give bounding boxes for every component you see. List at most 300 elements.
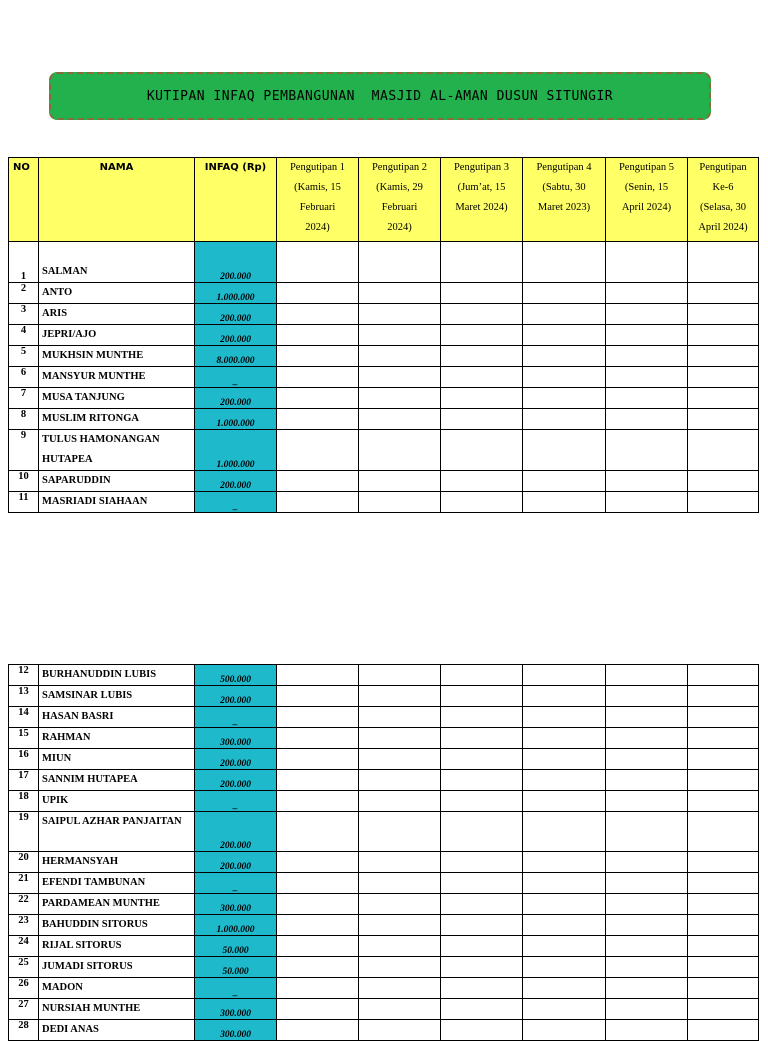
row-nama: SALMAN [39, 242, 195, 283]
pengutipan-1-cell[interactable] [277, 471, 359, 492]
row-no: 22 [9, 894, 39, 915]
row-infaq: 300.000 [195, 1020, 277, 1041]
pengutipan-6-cell[interactable] [688, 791, 759, 812]
pengutipan-6-cell[interactable] [688, 686, 759, 707]
row-nama: DEDI ANAS [39, 1020, 195, 1041]
row-nama: HERMANSYAH [39, 852, 195, 873]
pengutipan-2-cell[interactable] [359, 242, 441, 283]
page-title: KUTIPAN INFAQ PEMBANGUNAN MASJID AL-AMAN DUSUN SITUNGIR [146, 88, 614, 104]
pengutipan-4-cell[interactable] [523, 492, 606, 513]
row-no: 18 [9, 791, 39, 812]
pengutipan-6-cell[interactable] [688, 957, 759, 978]
pengutipan-5-cell[interactable] [606, 686, 688, 707]
pengutipan-2-cell[interactable] [359, 686, 441, 707]
header-pengutipan-3 [441, 158, 523, 242]
table-row [9, 873, 759, 894]
pengutipan-5-cell[interactable] [606, 957, 688, 978]
infaq-table-page-1 [8, 157, 759, 513]
row-nama: MUKHSIN MUNTHE [39, 346, 195, 367]
pengutipan-4-cell[interactable] [523, 242, 606, 283]
pengutipan-3-cell[interactable] [441, 749, 523, 770]
row-nama: RIJAL SITORUS [39, 936, 195, 957]
row-nama: MUSA TANJUNG [39, 388, 195, 409]
pengutipan-6-cell[interactable] [688, 242, 759, 283]
pengutipan-1-cell[interactable] [277, 409, 359, 430]
row-no: 4 [9, 325, 39, 346]
pengutipan-2-cell[interactable] [359, 430, 441, 471]
pengutipan-1-cell[interactable] [277, 852, 359, 873]
pengutipan-1-cell[interactable] [277, 325, 359, 346]
table-row [9, 707, 759, 728]
table-row [9, 388, 759, 409]
row-no: 6 [9, 367, 39, 388]
pengutipan-1-cell[interactable] [277, 728, 359, 749]
row-no: 19 [9, 812, 39, 852]
row-nama: TULUS HAMONANGAN HUTAPEA [39, 430, 195, 471]
pengutipan-5-cell[interactable] [606, 471, 688, 492]
pengutipan-4-cell[interactable] [523, 728, 606, 749]
pengutipan-3-cell[interactable] [441, 999, 523, 1020]
pengutipan-3-cell[interactable] [441, 492, 523, 513]
header-p6-line: April 2024) [698, 222, 748, 233]
row-nama: SAIPUL AZHAR PANJAITAN [39, 812, 195, 852]
pengutipan-3-cell[interactable] [441, 367, 523, 388]
pengutipan-4-cell[interactable] [523, 707, 606, 728]
row-infaq: 200.000 [195, 770, 277, 791]
pengutipan-4-cell[interactable] [523, 770, 606, 791]
header-p3-line: Pengutipan 3 [453, 162, 510, 173]
row-nama: RAHMAN [39, 728, 195, 749]
pengutipan-2-cell[interactable] [359, 812, 441, 852]
pengutipan-4-cell[interactable] [523, 325, 606, 346]
pengutipan-5-cell[interactable] [606, 852, 688, 873]
row-no: 10 [9, 471, 39, 492]
pengutipan-1-cell[interactable] [277, 283, 359, 304]
pengutipan-1-cell[interactable] [277, 978, 359, 999]
row-nama: ARIS [39, 304, 195, 325]
row-nama: ANTO [39, 283, 195, 304]
row-no: 23 [9, 915, 39, 936]
row-no: 8 [9, 409, 39, 430]
table-row [9, 852, 759, 873]
table-row [9, 894, 759, 915]
pengutipan-6-cell[interactable] [688, 999, 759, 1020]
pengutipan-2-cell[interactable] [359, 388, 441, 409]
row-infaq: 500.000 [195, 665, 277, 686]
pengutipan-2-cell[interactable] [359, 471, 441, 492]
row-no: 24 [9, 936, 39, 957]
pengutipan-4-cell[interactable] [523, 430, 606, 471]
table-row [9, 492, 759, 513]
pengutipan-3-cell[interactable] [441, 388, 523, 409]
row-nama: HASAN BASRI [39, 707, 195, 728]
table-row [9, 367, 759, 388]
row-infaq: 200.000 [195, 304, 277, 325]
pengutipan-6-cell[interactable] [688, 665, 759, 686]
pengutipan-2-cell[interactable] [359, 304, 441, 325]
row-nama: MASRIADI SIAHAAN [39, 492, 195, 513]
table-row [9, 409, 759, 430]
row-infaq: _ [195, 873, 277, 894]
pengutipan-4-cell[interactable] [523, 409, 606, 430]
pengutipan-4-cell[interactable] [523, 812, 606, 852]
table-row [9, 325, 759, 346]
pengutipan-4-cell[interactable] [523, 304, 606, 325]
pengutipan-5-cell[interactable] [606, 325, 688, 346]
pengutipan-1-cell[interactable] [277, 1020, 359, 1041]
row-nama: UPIK [39, 791, 195, 812]
pengutipan-2-cell[interactable] [359, 325, 441, 346]
header-p1-line: (Kamis, 15 [294, 182, 341, 193]
pengutipan-1-cell[interactable] [277, 791, 359, 812]
row-infaq: 1.000.000 [195, 430, 277, 471]
header-no: NO [9, 158, 39, 242]
pengutipan-1-cell[interactable] [277, 242, 359, 283]
pengutipan-3-cell[interactable] [441, 978, 523, 999]
pengutipan-2-cell[interactable] [359, 707, 441, 728]
pengutipan-2-cell[interactable] [359, 749, 441, 770]
pengutipan-1-cell[interactable] [277, 894, 359, 915]
pengutipan-1-cell[interactable] [277, 430, 359, 471]
row-no: 15 [9, 728, 39, 749]
pengutipan-5-cell[interactable] [606, 1020, 688, 1041]
pengutipan-1-cell[interactable] [277, 812, 359, 852]
pengutipan-5-cell[interactable] [606, 728, 688, 749]
row-no: 5 [9, 346, 39, 367]
pengutipan-4-cell[interactable] [523, 915, 606, 936]
header-p3-line: (Jum’at, 15 [457, 182, 506, 193]
table-row [9, 936, 759, 957]
pengutipan-5-cell[interactable] [606, 749, 688, 770]
pengutipan-4-cell[interactable] [523, 686, 606, 707]
pengutipan-3-cell[interactable] [441, 471, 523, 492]
pengutipan-5-cell[interactable] [606, 791, 688, 812]
pengutipan-5-cell[interactable] [606, 304, 688, 325]
row-nama: PARDAMEAN MUNTHE [39, 894, 195, 915]
row-no: 9 [9, 430, 39, 471]
pengutipan-6-cell[interactable] [688, 283, 759, 304]
row-infaq: 200.000 [195, 325, 277, 346]
pengutipan-5-cell[interactable] [606, 915, 688, 936]
row-infaq: 1.000.000 [195, 409, 277, 430]
pengutipan-5-cell[interactable] [606, 492, 688, 513]
header-pengutipan-6 [688, 158, 759, 242]
pengutipan-3-cell[interactable] [441, 894, 523, 915]
header-p2-line: 2024) [387, 222, 412, 233]
pengutipan-5-cell[interactable] [606, 707, 688, 728]
pengutipan-5-cell[interactable] [606, 936, 688, 957]
header-pengutipan-1 [277, 158, 359, 242]
pengutipan-1-cell[interactable] [277, 999, 359, 1020]
table-row [9, 665, 759, 686]
pengutipan-1-cell[interactable] [277, 346, 359, 367]
table-row [9, 770, 759, 791]
pengutipan-4-cell[interactable] [523, 999, 606, 1020]
table-row [9, 915, 759, 936]
pengutipan-2-cell[interactable] [359, 492, 441, 513]
pengutipan-2-cell[interactable] [359, 1020, 441, 1041]
pengutipan-5-cell[interactable] [606, 346, 688, 367]
pengutipan-5-cell[interactable] [606, 894, 688, 915]
header-p3-line: Maret 2024) [455, 202, 508, 213]
pengutipan-4-cell[interactable] [523, 283, 606, 304]
pengutipan-1-cell[interactable] [277, 367, 359, 388]
row-no: 14 [9, 707, 39, 728]
row-no: 25 [9, 957, 39, 978]
pengutipan-3-cell[interactable] [441, 283, 523, 304]
header-p6-line: (Selasa, 30 [699, 202, 747, 213]
row-no: 16 [9, 749, 39, 770]
pengutipan-6-cell[interactable] [688, 1020, 759, 1041]
pengutipan-5-cell[interactable] [606, 283, 688, 304]
pengutipan-3-cell[interactable] [441, 304, 523, 325]
pengutipan-5-cell[interactable] [606, 770, 688, 791]
pengutipan-6-cell[interactable] [688, 728, 759, 749]
pengutipan-2-cell[interactable] [359, 665, 441, 686]
row-infaq: 50.000 [195, 936, 277, 957]
table-row [9, 728, 759, 749]
row-nama: SANNIM HUTAPEA [39, 770, 195, 791]
row-no: 1 [9, 242, 39, 283]
pengutipan-3-cell[interactable] [441, 707, 523, 728]
pengutipan-4-cell[interactable] [523, 388, 606, 409]
pengutipan-4-cell[interactable] [523, 936, 606, 957]
pengutipan-2-cell[interactable] [359, 978, 441, 999]
row-infaq: 300.000 [195, 999, 277, 1020]
pengutipan-3-cell[interactable] [441, 812, 523, 852]
row-infaq: 200.000 [195, 686, 277, 707]
table-row [9, 242, 759, 283]
table-row [9, 957, 759, 978]
row-nama: MANSYUR MUNTHE [39, 367, 195, 388]
row-infaq: 200.000 [195, 471, 277, 492]
pengutipan-1-cell[interactable] [277, 770, 359, 791]
pengutipan-4-cell[interactable] [523, 665, 606, 686]
row-nama: JUMADI SITORUS [39, 957, 195, 978]
pengutipan-6-cell[interactable] [688, 915, 759, 936]
pengutipan-6-cell[interactable] [688, 936, 759, 957]
pengutipan-6-cell[interactable] [688, 770, 759, 791]
pengutipan-3-cell[interactable] [441, 1020, 523, 1041]
header-p6-line: Pengutipan [699, 162, 747, 173]
table-row [9, 1020, 759, 1041]
pengutipan-5-cell[interactable] [606, 367, 688, 388]
pengutipan-3-cell[interactable] [441, 346, 523, 367]
pengutipan-5-cell[interactable] [606, 665, 688, 686]
pengutipan-4-cell[interactable] [523, 852, 606, 873]
pengutipan-5-cell[interactable] [606, 873, 688, 894]
pengutipan-6-cell[interactable] [688, 492, 759, 513]
pengutipan-4-cell[interactable] [523, 978, 606, 999]
pengutipan-1-cell[interactable] [277, 665, 359, 686]
pengutipan-3-cell[interactable] [441, 665, 523, 686]
row-infaq: _ [195, 978, 277, 999]
pengutipan-2-cell[interactable] [359, 728, 441, 749]
row-no: 21 [9, 873, 39, 894]
header-p5-line: April 2024) [621, 202, 672, 213]
row-infaq: 200.000 [195, 749, 277, 770]
table-body-page-1 [9, 242, 759, 513]
pengutipan-4-cell[interactable] [523, 471, 606, 492]
pengutipan-3-cell[interactable] [441, 770, 523, 791]
header-p2-line: (Kamis, 29 [376, 182, 423, 193]
pengutipan-4-cell[interactable] [523, 749, 606, 770]
row-nama: SAMSINAR LUBIS [39, 686, 195, 707]
header-p1-line: 2024) [305, 222, 330, 233]
pengutipan-1-cell[interactable] [277, 873, 359, 894]
pengutipan-6-cell[interactable] [688, 409, 759, 430]
row-infaq: 1.000.000 [195, 915, 277, 936]
header-p1-line: Februari [299, 202, 336, 213]
table-row [9, 812, 759, 852]
pengutipan-3-cell[interactable] [441, 936, 523, 957]
pengutipan-3-cell[interactable] [441, 791, 523, 812]
pengutipan-3-cell[interactable] [441, 873, 523, 894]
pengutipan-1-cell[interactable] [277, 957, 359, 978]
pengutipan-6-cell[interactable] [688, 325, 759, 346]
pengutipan-1-cell[interactable] [277, 707, 359, 728]
row-infaq: _ [195, 791, 277, 812]
row-nama: SAPARUDDIN [39, 471, 195, 492]
pengutipan-2-cell[interactable] [359, 367, 441, 388]
pengutipan-6-cell[interactable] [688, 430, 759, 471]
pengutipan-5-cell[interactable] [606, 388, 688, 409]
header-p6-line: Ke-6 [712, 182, 734, 193]
pengutipan-2-cell[interactable] [359, 770, 441, 791]
pengutipan-2-cell[interactable] [359, 894, 441, 915]
pengutipan-6-cell[interactable] [688, 749, 759, 770]
pengutipan-6-cell[interactable] [688, 367, 759, 388]
pengutipan-2-cell[interactable] [359, 283, 441, 304]
row-nama: BAHUDDIN SITORUS [39, 915, 195, 936]
row-infaq: 300.000 [195, 728, 277, 749]
pengutipan-4-cell[interactable] [523, 1020, 606, 1041]
pengutipan-6-cell[interactable] [688, 852, 759, 873]
header-p1-line: Pengutipan 1 [289, 162, 346, 173]
table-body-page-2 [9, 665, 759, 1041]
pengutipan-2-cell[interactable] [359, 873, 441, 894]
pengutipan-6-cell[interactable] [688, 812, 759, 852]
table-row [9, 686, 759, 707]
row-no: 17 [9, 770, 39, 791]
row-nama: EFENDI TAMBUNAN [39, 873, 195, 894]
pengutipan-2-cell[interactable] [359, 915, 441, 936]
table-row [9, 430, 759, 471]
pengutipan-6-cell[interactable] [688, 304, 759, 325]
row-no: 12 [9, 665, 39, 686]
pengutipan-1-cell[interactable] [277, 749, 359, 770]
row-no: 20 [9, 852, 39, 873]
row-nama: MUSLIM RITONGA [39, 409, 195, 430]
pengutipan-6-cell[interactable] [688, 707, 759, 728]
row-infaq: _ [195, 492, 277, 513]
pengutipan-1-cell[interactable] [277, 686, 359, 707]
pengutipan-2-cell[interactable] [359, 409, 441, 430]
row-no: 26 [9, 978, 39, 999]
row-infaq: 200.000 [195, 812, 277, 852]
pengutipan-3-cell[interactable] [441, 430, 523, 471]
pengutipan-5-cell[interactable] [606, 242, 688, 283]
header-p4-line: Pengutipan 4 [536, 162, 592, 173]
pengutipan-2-cell[interactable] [359, 346, 441, 367]
row-infaq: 8.000.000 [195, 346, 277, 367]
pengutipan-4-cell[interactable] [523, 873, 606, 894]
pengutipan-3-cell[interactable] [441, 242, 523, 283]
row-no: 28 [9, 1020, 39, 1041]
pengutipan-4-cell[interactable] [523, 894, 606, 915]
row-infaq: 1.000.000 [195, 283, 277, 304]
header-pengutipan-4 [523, 158, 606, 242]
pengutipan-6-cell[interactable] [688, 471, 759, 492]
pengutipan-6-cell[interactable] [688, 346, 759, 367]
pengutipan-5-cell[interactable] [606, 430, 688, 471]
header-p5-line: (Senin, 15 [624, 182, 669, 193]
pengutipan-1-cell[interactable] [277, 388, 359, 409]
title-banner [49, 72, 711, 120]
row-infaq: 50.000 [195, 957, 277, 978]
pengutipan-4-cell[interactable] [523, 957, 606, 978]
header-p4-line: Maret 2023) [537, 202, 591, 213]
table-row [9, 791, 759, 812]
pengutipan-3-cell[interactable] [441, 957, 523, 978]
pengutipan-4-cell[interactable] [523, 791, 606, 812]
pengutipan-6-cell[interactable] [688, 388, 759, 409]
pengutipan-3-cell[interactable] [441, 852, 523, 873]
pengutipan-6-cell[interactable] [688, 894, 759, 915]
pengutipan-3-cell[interactable] [441, 728, 523, 749]
pengutipan-5-cell[interactable] [606, 999, 688, 1020]
row-nama: MADON [39, 978, 195, 999]
pengutipan-5-cell[interactable] [606, 978, 688, 999]
pengutipan-2-cell[interactable] [359, 999, 441, 1020]
row-infaq: _ [195, 367, 277, 388]
header-pengutipan-5 [606, 158, 688, 242]
pengutipan-3-cell[interactable] [441, 409, 523, 430]
row-no: 13 [9, 686, 39, 707]
pengutipan-3-cell[interactable] [441, 915, 523, 936]
pengutipan-5-cell[interactable] [606, 409, 688, 430]
pengutipan-2-cell[interactable] [359, 852, 441, 873]
table-row [9, 978, 759, 999]
row-no: 7 [9, 388, 39, 409]
pengutipan-4-cell[interactable] [523, 367, 606, 388]
pengutipan-1-cell[interactable] [277, 936, 359, 957]
pengutipan-6-cell[interactable] [688, 873, 759, 894]
pengutipan-3-cell[interactable] [441, 686, 523, 707]
header-p5-line: Pengutipan 5 [618, 162, 675, 173]
row-nama: JEPRI/AJO [39, 325, 195, 346]
pengutipan-4-cell[interactable] [523, 346, 606, 367]
row-infaq: _ [195, 707, 277, 728]
row-infaq: 200.000 [195, 852, 277, 873]
pengutipan-3-cell[interactable] [441, 325, 523, 346]
pengutipan-6-cell[interactable] [688, 978, 759, 999]
pengutipan-2-cell[interactable] [359, 791, 441, 812]
table-row [9, 346, 759, 367]
header-p2-line: Februari [381, 202, 418, 213]
row-infaq: 200.000 [195, 388, 277, 409]
pengutipan-5-cell[interactable] [606, 812, 688, 852]
pengutipan-1-cell[interactable] [277, 492, 359, 513]
pengutipan-2-cell[interactable] [359, 936, 441, 957]
pengutipan-2-cell[interactable] [359, 957, 441, 978]
row-nama: NURSIAH MUNTHE [39, 999, 195, 1020]
pengutipan-1-cell[interactable] [277, 304, 359, 325]
infaq-table-page-2 [8, 664, 759, 1041]
pengutipan-1-cell[interactable] [277, 915, 359, 936]
header-p4-line: (Sabtu, 30 [542, 182, 586, 193]
row-no: 27 [9, 999, 39, 1020]
